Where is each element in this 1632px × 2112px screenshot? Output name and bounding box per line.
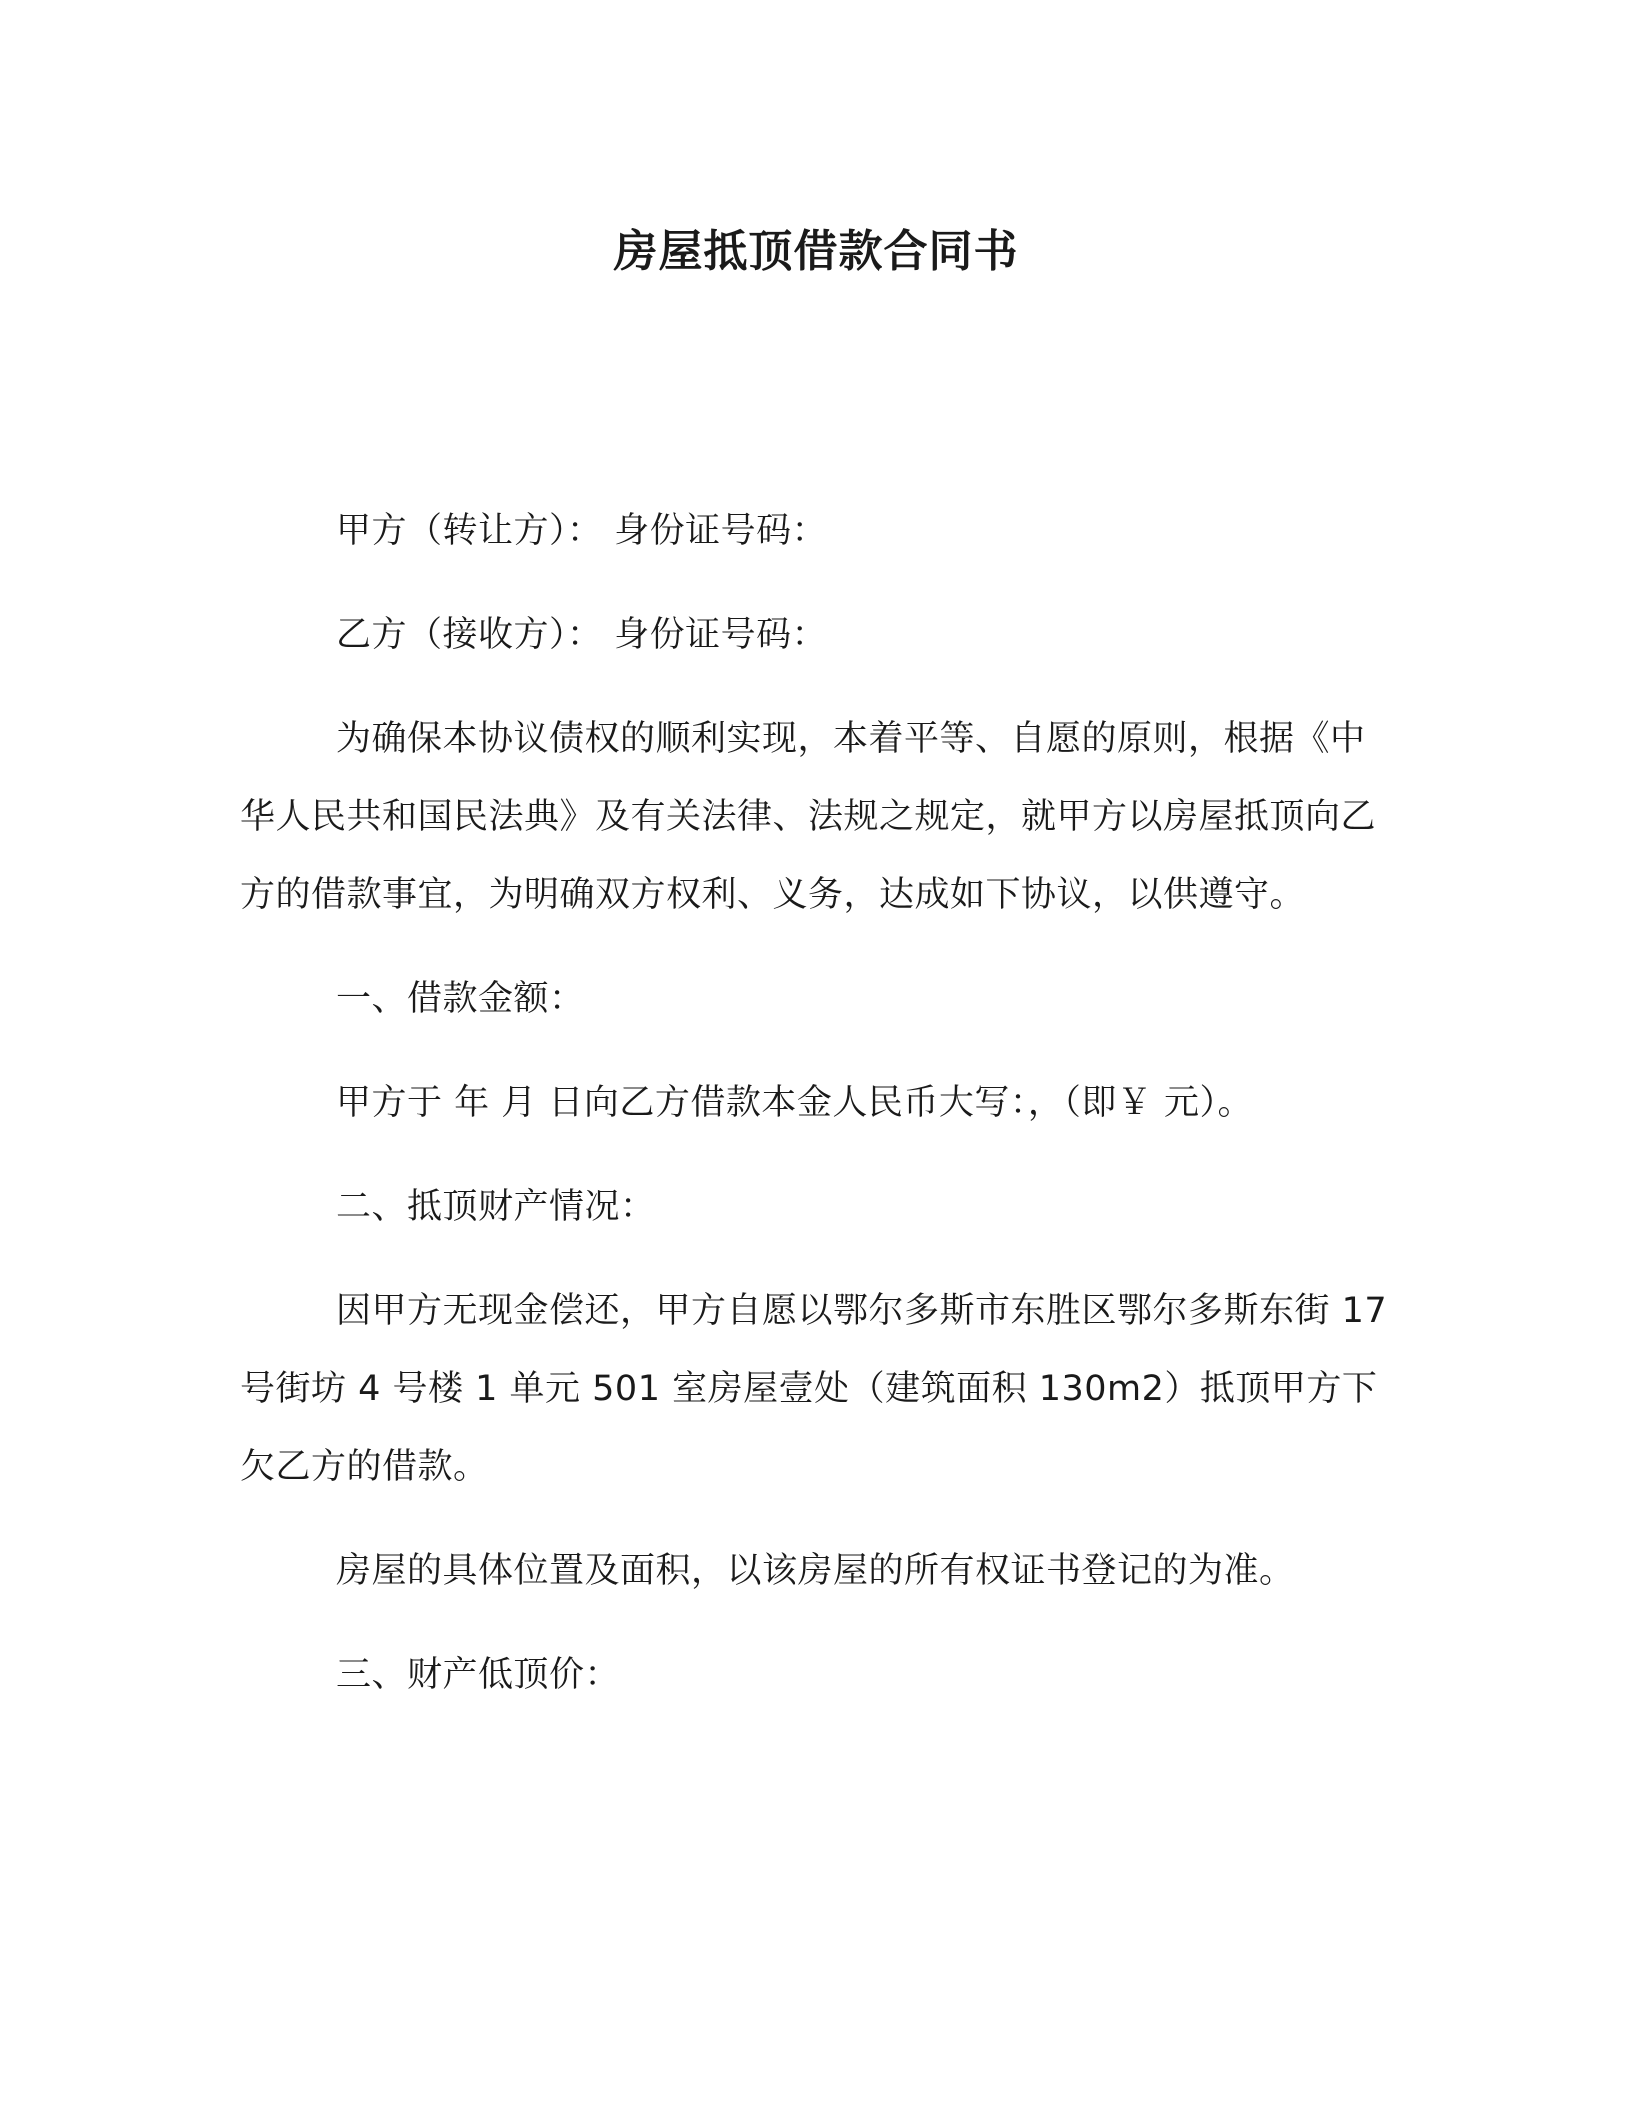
property-description-paragraph: 因甲方无现金偿还，甲方自愿以鄂尔多斯市东胜区鄂尔多斯东街 17 号街坊 4 号楼 1 单元 501 室房屋壹处（建筑面积 130m2）抵顶甲方下欠乙方的借款。	[240, 1291, 1388, 1487]
document-title: 房屋抵顶借款合同书	[613, 226, 1019, 277]
section-2-heading: 二、抵顶财产情况：	[336, 1187, 656, 1227]
preamble-paragraph: 为确保本协议债权的顺利实现，本着平等、自愿的原则，根据《中华人民共和国民法典》及有关法律、法规之规定，就甲方以房屋抵顶向乙方的借款事宜，为明确双方权利、义务，达成如下协议，以供遵守。	[240, 719, 1377, 915]
loan-amount-paragraph: 甲方于 年 月 日向乙方借款本金人民币大写：，（即￥ 元）。	[336, 1083, 1254, 1123]
property-registration-paragraph: 房屋的具体位置及面积，以该房屋的所有权证书登记的为准。	[336, 1551, 1295, 1591]
document-body	[240, 492, 1400, 1714]
party-b-line: 乙方（接收方）： 身份证号码：	[336, 615, 828, 655]
section-1-heading: 一、借款金额：	[336, 979, 585, 1019]
section-3-heading: 三、财产低顶价：	[336, 1655, 621, 1695]
party-a-line: 甲方（转让方）： 身份证号码：	[336, 511, 828, 551]
